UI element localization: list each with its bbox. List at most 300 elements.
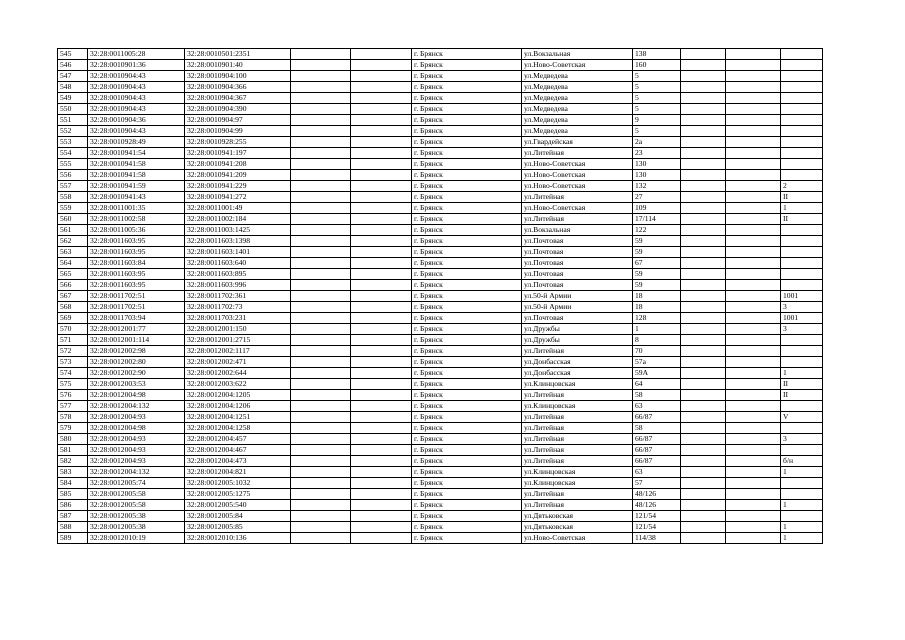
room-number-cell: 1001 [781,313,823,324]
blank-cell-a [291,247,351,258]
blank-cell-d [726,203,781,214]
object-cadastral-number-cell: 32:28:0010928:255 [185,137,291,148]
street-cell: ул.Ново-Советская [522,203,633,214]
blank-cell-c [681,214,726,225]
row-number-cell: 561 [58,225,88,236]
blank-cell-c [681,313,726,324]
city-cell: г. Брянск [412,357,522,368]
blank-cell-a [291,500,351,511]
table-row [58,115,823,126]
house-number-cell: 57 [633,478,681,489]
street-cell: ул.Литейная [522,445,633,456]
blank-cell-b [351,434,412,445]
city-cell: г. Брянск [412,412,522,423]
row-number-cell: 587 [58,511,88,522]
blank-cell-d [726,258,781,269]
street-cell: ул.Медведева [522,126,633,137]
blank-cell-d [726,214,781,225]
city-cell: г. Брянск [412,324,522,335]
blank-cell-a [291,225,351,236]
city-cell: г. Брянск [412,478,522,489]
room-number-cell [781,357,823,368]
object-cadastral-number-cell: 32:28:0010904:100 [185,71,291,82]
object-cadastral-number-cell: 32:28:0010941:229 [185,181,291,192]
blank-cell-c [681,533,726,544]
parcel-cadastral-number-cell: 32:28:0012004:93 [88,434,185,445]
room-number-cell [781,60,823,71]
room-number-cell: б/н [781,456,823,467]
city-cell: г. Брянск [412,489,522,500]
room-number-cell: 1 [781,522,823,533]
object-cadastral-number-cell: 32:28:0010904:366 [185,82,291,93]
blank-cell-d [726,522,781,533]
blank-cell-c [681,489,726,500]
blank-cell-d [726,269,781,280]
blank-cell-d [726,159,781,170]
room-number-cell [781,236,823,247]
blank-cell-b [351,247,412,258]
house-number-cell: 1 [633,324,681,335]
row-number-cell: 577 [58,401,88,412]
object-cadastral-number-cell: 32:28:0012002:471 [185,357,291,368]
room-number-cell [781,280,823,291]
blank-cell-d [726,390,781,401]
room-number-cell: II [781,390,823,401]
row-number-cell: 581 [58,445,88,456]
parcel-cadastral-number-cell: 32:28:0010904:43 [88,104,185,115]
city-cell: г. Брянск [412,203,522,214]
room-number-cell [781,258,823,269]
blank-cell-b [351,269,412,280]
object-cadastral-number-cell: 32:28:0011603:1401 [185,247,291,258]
city-cell: г. Брянск [412,82,522,93]
city-cell: г. Брянск [412,148,522,159]
object-cadastral-number-cell: 32:28:0012002:1117 [185,346,291,357]
street-cell: ул.Ново-Советская [522,159,633,170]
table-row [58,247,823,258]
house-number-cell: 8 [633,335,681,346]
table-row [58,302,823,313]
room-number-cell [781,148,823,159]
table-row [58,423,823,434]
blank-cell-c [681,423,726,434]
table-row [58,434,823,445]
city-cell: г. Брянск [412,71,522,82]
object-cadastral-number-cell: 32:28:0011603:1398 [185,236,291,247]
blank-cell-b [351,258,412,269]
parcel-cadastral-number-cell: 32:28:0010941:59 [88,181,185,192]
row-number-cell: 559 [58,203,88,214]
street-cell: ул.Дятьковская [522,522,633,533]
blank-cell-b [351,522,412,533]
city-cell: г. Брянск [412,60,522,71]
parcel-cadastral-number-cell: 32:28:0010941:58 [88,159,185,170]
parcel-cadastral-number-cell: 32:28:0012004:98 [88,423,185,434]
blank-cell-a [291,104,351,115]
blank-cell-b [351,346,412,357]
blank-cell-d [726,247,781,258]
blank-cell-a [291,313,351,324]
parcel-cadastral-number-cell: 32:28:0011702:51 [88,302,185,313]
blank-cell-d [726,489,781,500]
object-cadastral-number-cell: 32:28:0011603:895 [185,269,291,280]
row-number-cell: 558 [58,192,88,203]
blank-cell-d [726,456,781,467]
city-cell: г. Брянск [412,522,522,533]
blank-cell-b [351,313,412,324]
blank-cell-a [291,522,351,533]
blank-cell-a [291,93,351,104]
table-row [58,214,823,225]
street-cell: ул.50-й Армии [522,291,633,302]
table-row [58,60,823,71]
house-number-cell: 121/54 [633,522,681,533]
blank-cell-c [681,247,726,258]
row-number-cell: 562 [58,236,88,247]
blank-cell-a [291,60,351,71]
house-number-cell: 67 [633,258,681,269]
object-cadastral-number-cell: 32:28:0012004:1206 [185,401,291,412]
blank-cell-b [351,368,412,379]
street-cell: ул.Медведева [522,115,633,126]
house-number-cell: 27 [633,192,681,203]
object-cadastral-number-cell: 32:28:0010501:2351 [185,49,291,60]
blank-cell-b [351,71,412,82]
object-cadastral-number-cell: 32:28:0010901:40 [185,60,291,71]
city-cell: г. Брянск [412,126,522,137]
object-cadastral-number-cell: 32:28:0011702:73 [185,302,291,313]
table-row [58,489,823,500]
house-number-cell: 66/87 [633,434,681,445]
blank-cell-d [726,434,781,445]
blank-cell-d [726,478,781,489]
street-cell: ул.Литейная [522,412,633,423]
parcel-cadastral-number-cell: 32:28:0010904:43 [88,82,185,93]
city-cell: г. Брянск [412,445,522,456]
blank-cell-d [726,445,781,456]
blank-cell-d [726,93,781,104]
blank-cell-a [291,49,351,60]
house-number-cell: 18 [633,291,681,302]
blank-cell-d [726,104,781,115]
house-number-cell: 9 [633,115,681,126]
blank-cell-c [681,170,726,181]
city-cell: г. Брянск [412,137,522,148]
blank-cell-b [351,137,412,148]
blank-cell-c [681,225,726,236]
house-number-cell: 59 [633,247,681,258]
parcel-cadastral-number-cell: 32:28:0012005:74 [88,478,185,489]
blank-cell-c [681,456,726,467]
house-number-cell: 5 [633,82,681,93]
city-cell: г. Брянск [412,181,522,192]
blank-cell-d [726,126,781,137]
blank-cell-a [291,269,351,280]
row-number-cell: 547 [58,71,88,82]
parcel-cadastral-number-cell: 32:28:0010941:58 [88,170,185,181]
object-cadastral-number-cell: 32:28:0010941:197 [185,148,291,159]
room-number-cell [781,269,823,280]
street-cell: ул.Медведева [522,71,633,82]
blank-cell-c [681,236,726,247]
street-cell: ул.Клинцовская [522,379,633,390]
blank-cell-c [681,93,726,104]
table-row [58,269,823,280]
blank-cell-c [681,148,726,159]
city-cell: г. Брянск [412,511,522,522]
blank-cell-d [726,368,781,379]
house-number-cell: 130 [633,170,681,181]
table-row [58,357,823,368]
city-cell: г. Брянск [412,379,522,390]
house-number-cell: 5 [633,126,681,137]
house-number-cell: 114/38 [633,533,681,544]
blank-cell-a [291,302,351,313]
object-cadastral-number-cell: 32:28:0012004:467 [185,445,291,456]
house-number-cell: 58 [633,390,681,401]
blank-cell-b [351,467,412,478]
parcel-cadastral-number-cell: 32:28:0012002:98 [88,346,185,357]
room-number-cell: 3 [781,434,823,445]
blank-cell-a [291,489,351,500]
city-cell: г. Брянск [412,533,522,544]
house-number-cell: 64 [633,379,681,390]
room-number-cell [781,511,823,522]
blank-cell-d [726,291,781,302]
house-number-cell: 63 [633,401,681,412]
object-cadastral-number-cell: 32:28:0012005:84 [185,511,291,522]
street-cell: ул.Почтовая [522,258,633,269]
table-row [58,478,823,489]
blank-cell-a [291,368,351,379]
blank-cell-a [291,148,351,159]
blank-cell-c [681,478,726,489]
row-number-cell: 548 [58,82,88,93]
parcel-cadastral-number-cell: 32:28:0012004:93 [88,456,185,467]
blank-cell-a [291,203,351,214]
row-number-cell: 589 [58,533,88,544]
object-cadastral-number-cell: 32:28:0012004:457 [185,434,291,445]
table-row [58,324,823,335]
parcel-cadastral-number-cell: 32:28:0012001:77 [88,324,185,335]
blank-cell-c [681,434,726,445]
row-number-cell: 560 [58,214,88,225]
blank-cell-c [681,522,726,533]
blank-cell-a [291,159,351,170]
row-number-cell: 549 [58,93,88,104]
blank-cell-b [351,181,412,192]
row-number-cell: 546 [58,60,88,71]
blank-cell-d [726,346,781,357]
table-row [58,181,823,192]
city-cell: г. Брянск [412,258,522,269]
parcel-cadastral-number-cell: 32:28:0012001:114 [88,335,185,346]
street-cell: ул.Вокзальная [522,225,633,236]
blank-cell-a [291,335,351,346]
row-number-cell: 550 [58,104,88,115]
blank-cell-c [681,379,726,390]
house-number-cell: 66/87 [633,412,681,423]
street-cell: ул.Почтовая [522,313,633,324]
house-number-cell: 160 [633,60,681,71]
parcel-cadastral-number-cell: 32:28:0012002:80 [88,357,185,368]
room-number-cell [781,445,823,456]
city-cell: г. Брянск [412,313,522,324]
row-number-cell: 568 [58,302,88,313]
house-number-cell: 17/114 [633,214,681,225]
object-cadastral-number-cell: 32:28:0011603:996 [185,280,291,291]
row-number-cell: 565 [58,269,88,280]
street-cell: ул.Вокзальная [522,49,633,60]
blank-cell-a [291,390,351,401]
house-number-cell: 18 [633,302,681,313]
table-row [58,346,823,357]
blank-cell-c [681,60,726,71]
blank-cell-a [291,533,351,544]
street-cell: ул.Литейная [522,148,633,159]
parcel-cadastral-number-cell: 32:28:0012002:90 [88,368,185,379]
city-cell: г. Брянск [412,170,522,181]
blank-cell-c [681,137,726,148]
parcel-cadastral-number-cell: 32:28:0012005:58 [88,500,185,511]
blank-cell-c [681,467,726,478]
blank-cell-c [681,181,726,192]
blank-cell-b [351,280,412,291]
house-number-cell: 58 [633,423,681,434]
row-number-cell: 575 [58,379,88,390]
room-number-cell [781,115,823,126]
room-number-cell [781,346,823,357]
table-row [58,280,823,291]
street-cell: ул.Литейная [522,192,633,203]
blank-cell-b [351,302,412,313]
room-number-cell: 2 [781,181,823,192]
table-row [58,412,823,423]
blank-cell-c [681,115,726,126]
row-number-cell: 545 [58,49,88,60]
blank-cell-c [681,324,726,335]
house-number-cell: 23 [633,148,681,159]
blank-cell-b [351,291,412,302]
row-number-cell: 564 [58,258,88,269]
parcel-cadastral-number-cell: 32:28:0011703:94 [88,313,185,324]
parcel-cadastral-number-cell: 32:28:0011702:51 [88,291,185,302]
blank-cell-d [726,192,781,203]
street-cell: ул.Дятьковская [522,511,633,522]
blank-cell-b [351,93,412,104]
table-row [58,456,823,467]
parcel-cadastral-number-cell: 32:28:0010904:43 [88,93,185,104]
parcel-cadastral-number-cell: 32:28:0012004:132 [88,467,185,478]
row-number-cell: 553 [58,137,88,148]
street-cell: ул.Почтовая [522,236,633,247]
blank-cell-d [726,533,781,544]
room-number-cell: 1 [781,467,823,478]
parcel-cadastral-number-cell: 32:28:0011603:95 [88,247,185,258]
blank-cell-d [726,137,781,148]
street-cell: ул.Дружбы [522,324,633,335]
room-number-cell: 1 [781,203,823,214]
blank-cell-c [681,357,726,368]
blank-cell-d [726,324,781,335]
blank-cell-b [351,115,412,126]
blank-cell-a [291,357,351,368]
street-cell: ул.Донбасская [522,368,633,379]
city-cell: г. Брянск [412,269,522,280]
row-number-cell: 579 [58,423,88,434]
room-number-cell: V [781,412,823,423]
city-cell: г. Брянск [412,236,522,247]
blank-cell-d [726,60,781,71]
blank-cell-a [291,280,351,291]
blank-cell-d [726,500,781,511]
room-number-cell: 1001 [781,291,823,302]
blank-cell-a [291,181,351,192]
row-number-cell: 585 [58,489,88,500]
city-cell: г. Брянск [412,159,522,170]
object-cadastral-number-cell: 32:28:0010904:97 [185,115,291,126]
house-number-cell: 138 [633,49,681,60]
object-cadastral-number-cell: 32:28:0010941:209 [185,170,291,181]
table-row [58,104,823,115]
blank-cell-b [351,489,412,500]
row-number-cell: 551 [58,115,88,126]
blank-cell-d [726,170,781,181]
object-cadastral-number-cell: 32:28:0011002:184 [185,214,291,225]
city-cell: г. Брянск [412,335,522,346]
blank-cell-d [726,313,781,324]
row-number-cell: 584 [58,478,88,489]
row-number-cell: 572 [58,346,88,357]
table-body [58,49,823,544]
room-number-cell [781,335,823,346]
street-cell: ул.Литейная [522,423,633,434]
house-number-cell: 128 [633,313,681,324]
house-number-cell: 122 [633,225,681,236]
object-cadastral-number-cell: 32:28:0010941:208 [185,159,291,170]
object-cadastral-number-cell: 32:28:0012003:622 [185,379,291,390]
street-cell: ул.Почтовая [522,247,633,258]
blank-cell-a [291,412,351,423]
house-number-cell: 70 [633,346,681,357]
blank-cell-b [351,511,412,522]
blank-cell-c [681,511,726,522]
table-row [58,225,823,236]
blank-cell-c [681,258,726,269]
object-cadastral-number-cell: 32:28:0011703:231 [185,313,291,324]
table-row [58,533,823,544]
blank-cell-a [291,445,351,456]
parcel-cadastral-number-cell: 32:28:0012004:98 [88,390,185,401]
city-cell: г. Брянск [412,500,522,511]
blank-cell-b [351,49,412,60]
city-cell: г. Брянск [412,434,522,445]
house-number-cell: 57а [633,357,681,368]
object-cadastral-number-cell: 32:28:0012004:1205 [185,390,291,401]
object-cadastral-number-cell: 32:28:0010941:272 [185,192,291,203]
parcel-cadastral-number-cell: 32:28:0010904:43 [88,126,185,137]
blank-cell-b [351,423,412,434]
parcel-cadastral-number-cell: 32:28:0010901:36 [88,60,185,71]
parcel-cadastral-number-cell: 32:28:0012010:19 [88,533,185,544]
blank-cell-a [291,324,351,335]
row-number-cell: 574 [58,368,88,379]
blank-cell-d [726,225,781,236]
blank-cell-a [291,291,351,302]
room-number-cell [781,247,823,258]
parcel-cadastral-number-cell: 32:28:0012005:38 [88,522,185,533]
street-cell: ул.50-й Армии [522,302,633,313]
